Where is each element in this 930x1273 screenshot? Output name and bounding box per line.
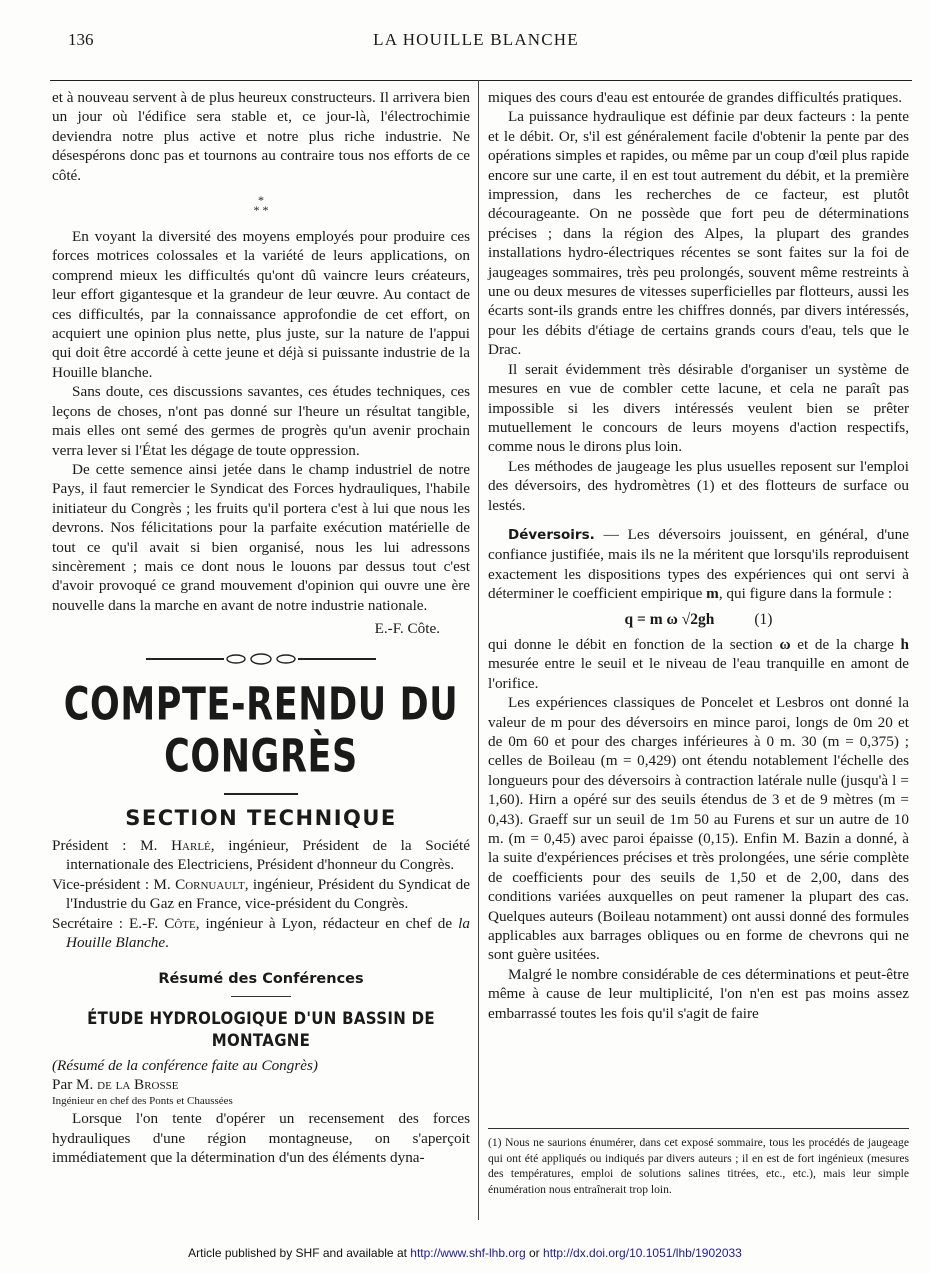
paragraph: De cette semence ainsi jetée dans le champ industriel de notre Pays, il faut remercier le Syndicat des Forces hydrauliques, l'habile initiateur du Congrès ; les fruits qu'il portera c'est à lui que nous les devrons. Nos félicitations pour la parfaite exécution matérielle de tout ce qu'il avait si bien organisé, nous les lui adressons sincèrement ; mais ce dont nous le louons par dessus tout c'est d'avoir provoqué ce grand mouvement d'opinion qui ouvre une ère nouvelle dans la marche en avant de notre industrie nationale.	[52, 460, 470, 614]
shf-link[interactable]: http://www.shf-lhb.org	[410, 1246, 526, 1260]
paragraph: et à nouveau servent à de plus heureux constructeurs. Il arrivera bien un jour où l'édifice sera stable et, ce jour-là, l'électrochimie deviendra notre plus active et notre plus riche industrie. Ne désespérons donc pas et tournons au contraire tous nos efforts de ce côté.	[52, 89, 470, 184]
paragraph: Les expériences classiques de Poncelet et Lesbros ont donné la valeur de m pour des déversoirs en mince paroi, longs de 0m 20 et de 0m 60 et pour des charges inférieures à 0 m. 30 (m = 0,375) ; celles de Boileau (m = 0,429) ont étendu notablement l'échelle des longueurs pour des déversoirs à contraction latérale nulle (jusqu'à l = 1,60). Hirn a opéré sur des seuils étendus de 3 et de 9 mètres (m = 0,43). Graeff sur un seuil de 1m 50 au Furens et sur un autre de 10 m. (m = 0,45) avec paroi épaisse (0,15). Enfin M. Bazin a donné, à la suite d'expériences précises et très prolongées, une série complète de coefficients pour des seuils de 1,50 et de 2,00, dans des conditions variées auxquelles on peut ramener la plupart des cas. Quelques auteurs (Boileau notamment) ont aussi donné des formules applicables aux barrages obliques ou en forme de chevrons qui ne sont guère usitées.	[488, 694, 909, 964]
right-column	[488, 88, 909, 1023]
article-subtitle: (Résumé de la conférence faite au Congrès)	[52, 1056, 318, 1074]
page-number: 136	[68, 30, 94, 49]
paragraph: miques des cours d'eau est entourée de grandes difficultés pratiques.	[488, 89, 903, 106]
deversoirs-label: Déversoirs.	[508, 526, 595, 543]
officer-vice-president: Vice-président : M. Cornuault, ingénieur, Président du Syndicat de l'Industrie du Gaz en France, vice-président du Congrès.	[52, 875, 470, 913]
page-header	[46, 30, 906, 54]
officer-president: Président : M. Harlé, ingénieur, Président de la Société internationale des Electriciens, Président d'honneur du Congrès.	[52, 836, 471, 874]
paragraph: Lorsque l'on tente d'opérer un recensement des forces hydrauliques d'une région montagneuse, on s'aperçoit immédiatement que la détermination d'un des éléments dyna-	[52, 1110, 470, 1167]
paragraph: qui donne le débit en fonction de la section ω et de la charge h mesurée entre le seuil et le niveau de l'eau tranquille en amont de l'orifice.	[488, 635, 909, 692]
paragraph: Sans doute, ces discussions savantes, ces études techniques, ces leçons de choses, n'ont pas donné sur l'heure un résultat tangible, mais elles ont semé des germes de progrès qu'un avenir prochain verra lever si l'État les dégage de toute oppression.	[52, 383, 470, 459]
conference-summary-heading: Résumé des Conférences	[158, 971, 364, 988]
heading-rule	[231, 996, 291, 997]
section-technique-title: SECTION TECHNIQUE	[125, 805, 397, 830]
author-title: Ingénieur en chef des Ponts et Chaussées	[52, 1095, 233, 1108]
left-column	[52, 88, 470, 1168]
paragraph-deversoirs: Déversoirs. — Les déversoirs jouissent, en général, d'une confiance justifiée, mais ils ne la méritent que lorsqu'ils reproduisent exactement les dispositions types des expériences qui ont servi à déterminer le coefficient empirique m, qui figure dans la formule :	[488, 525, 909, 603]
officer-secretary: Secrétaire : E.-F. Côte, ingénieur à Lyon, rédacteur en chef de la Houille Blanche.	[52, 914, 470, 951]
section-break-asterism: * * *	[253, 193, 269, 218]
ornament-divider	[146, 653, 376, 665]
title-rule	[224, 793, 298, 795]
column-divider	[478, 80, 479, 1220]
article-title: ÉTUDE HYDROLOGIQUE D'UN BASSIN DE MONTAGNE	[87, 1007, 435, 1051]
paragraph: Les méthodes de jaugeage les plus usuelles reposent sur l'emploi des déversoirs, des hydromètres (1) et des flotteurs de surface ou lestés.	[488, 457, 909, 514]
paragraph: Malgré le nombre considérable de ces déterminations et peut-être même à cause de leur multiplicité, l'on n'en est pas moins assez embarrassé toutes les fois qu'il s'agit de faire	[488, 965, 909, 1022]
footnote: (1) Nous ne saurions énumérer, dans cet exposé sommaire, tous les procédés de jaugeage qui ont été appliqués ou indiqués par divers auteurs ; il en est de fort ingénieux (mesures des températures, emploi de solutions salines titrées, etc., etc.), mais leur simple énumération nous entraînerait trop loin.	[488, 1128, 909, 1197]
congress-report-title: COMPTE-RENDU DU CONGRÈS	[63, 678, 459, 783]
doi-link[interactable]: http://dx.doi.org/10.1051/lhb/1902033	[543, 1246, 742, 1260]
paragraph: En voyant la diversité des moyens employés pour produire ces forces motrices colossales et la variété de leurs applications, on comprend mieux les difficultés qu'ont dû vaincre leurs créateurs, leur effort gigantesque et la grandeur de leur œuvre. Au contact de ces difficultés, par la connaissance approfondie de cet effort, on acquiert une opinion plus nette, plus juste, sur la nature de l'appui qui doit être accordé à cette jeune et déjà si puissante industrie de la Houille blanche.	[52, 228, 470, 381]
journal-title: LA HOUILLE BLANCHE	[373, 30, 579, 49]
weir-formula: q = m ω √2gh (1)	[624, 610, 773, 628]
paragraph: Il serait évidemment très désirable d'organiser un système de mesures en vue de combler cette lacune, et cela ne paraît pas impossible si les divers intéressés veulent bien se prêter mutuellement le concours de leurs moyens d'action respectifs, comme nous le dirons plus loin.	[488, 360, 909, 456]
publication-credit: Article published by SHF and available at http://www.shf-lhb.org or http://dx.doi.org/10.1051/lhb/1902033	[188, 1246, 742, 1260]
author-signature: E.-F. Côte.	[374, 620, 440, 638]
header-rule	[50, 80, 912, 81]
paragraph: La puissance hydraulique est définie par deux facteurs : la pente et le débit. Or, s'il est généralement facile d'obtenir la pente par des opérations simples et rapides, ou même par un coup d'œil plus rapide encore sur une carte, il en est tout autrement du débit, et la première impression, dans les recherches de ce facteur, est plutôt décourageante. On ne possède que fort peu de déterminations précises ; dans la région des Alpes, la plupart des grandes installations hydro-électriques récentes se sont faites sur la foi de jaugeages sommaires, très peu prolongés, souvent même restreints à une ou deux mesures de vitesses superficielles par flotteurs, aussi les écarts sont-ils grands entre les chiffres donnés, par divers intéressés, pour les débits d'étiage de certains grands cours d'eau, tels que le Drac.	[488, 108, 909, 359]
article-author: Par M. de la Brosse	[52, 1076, 179, 1094]
